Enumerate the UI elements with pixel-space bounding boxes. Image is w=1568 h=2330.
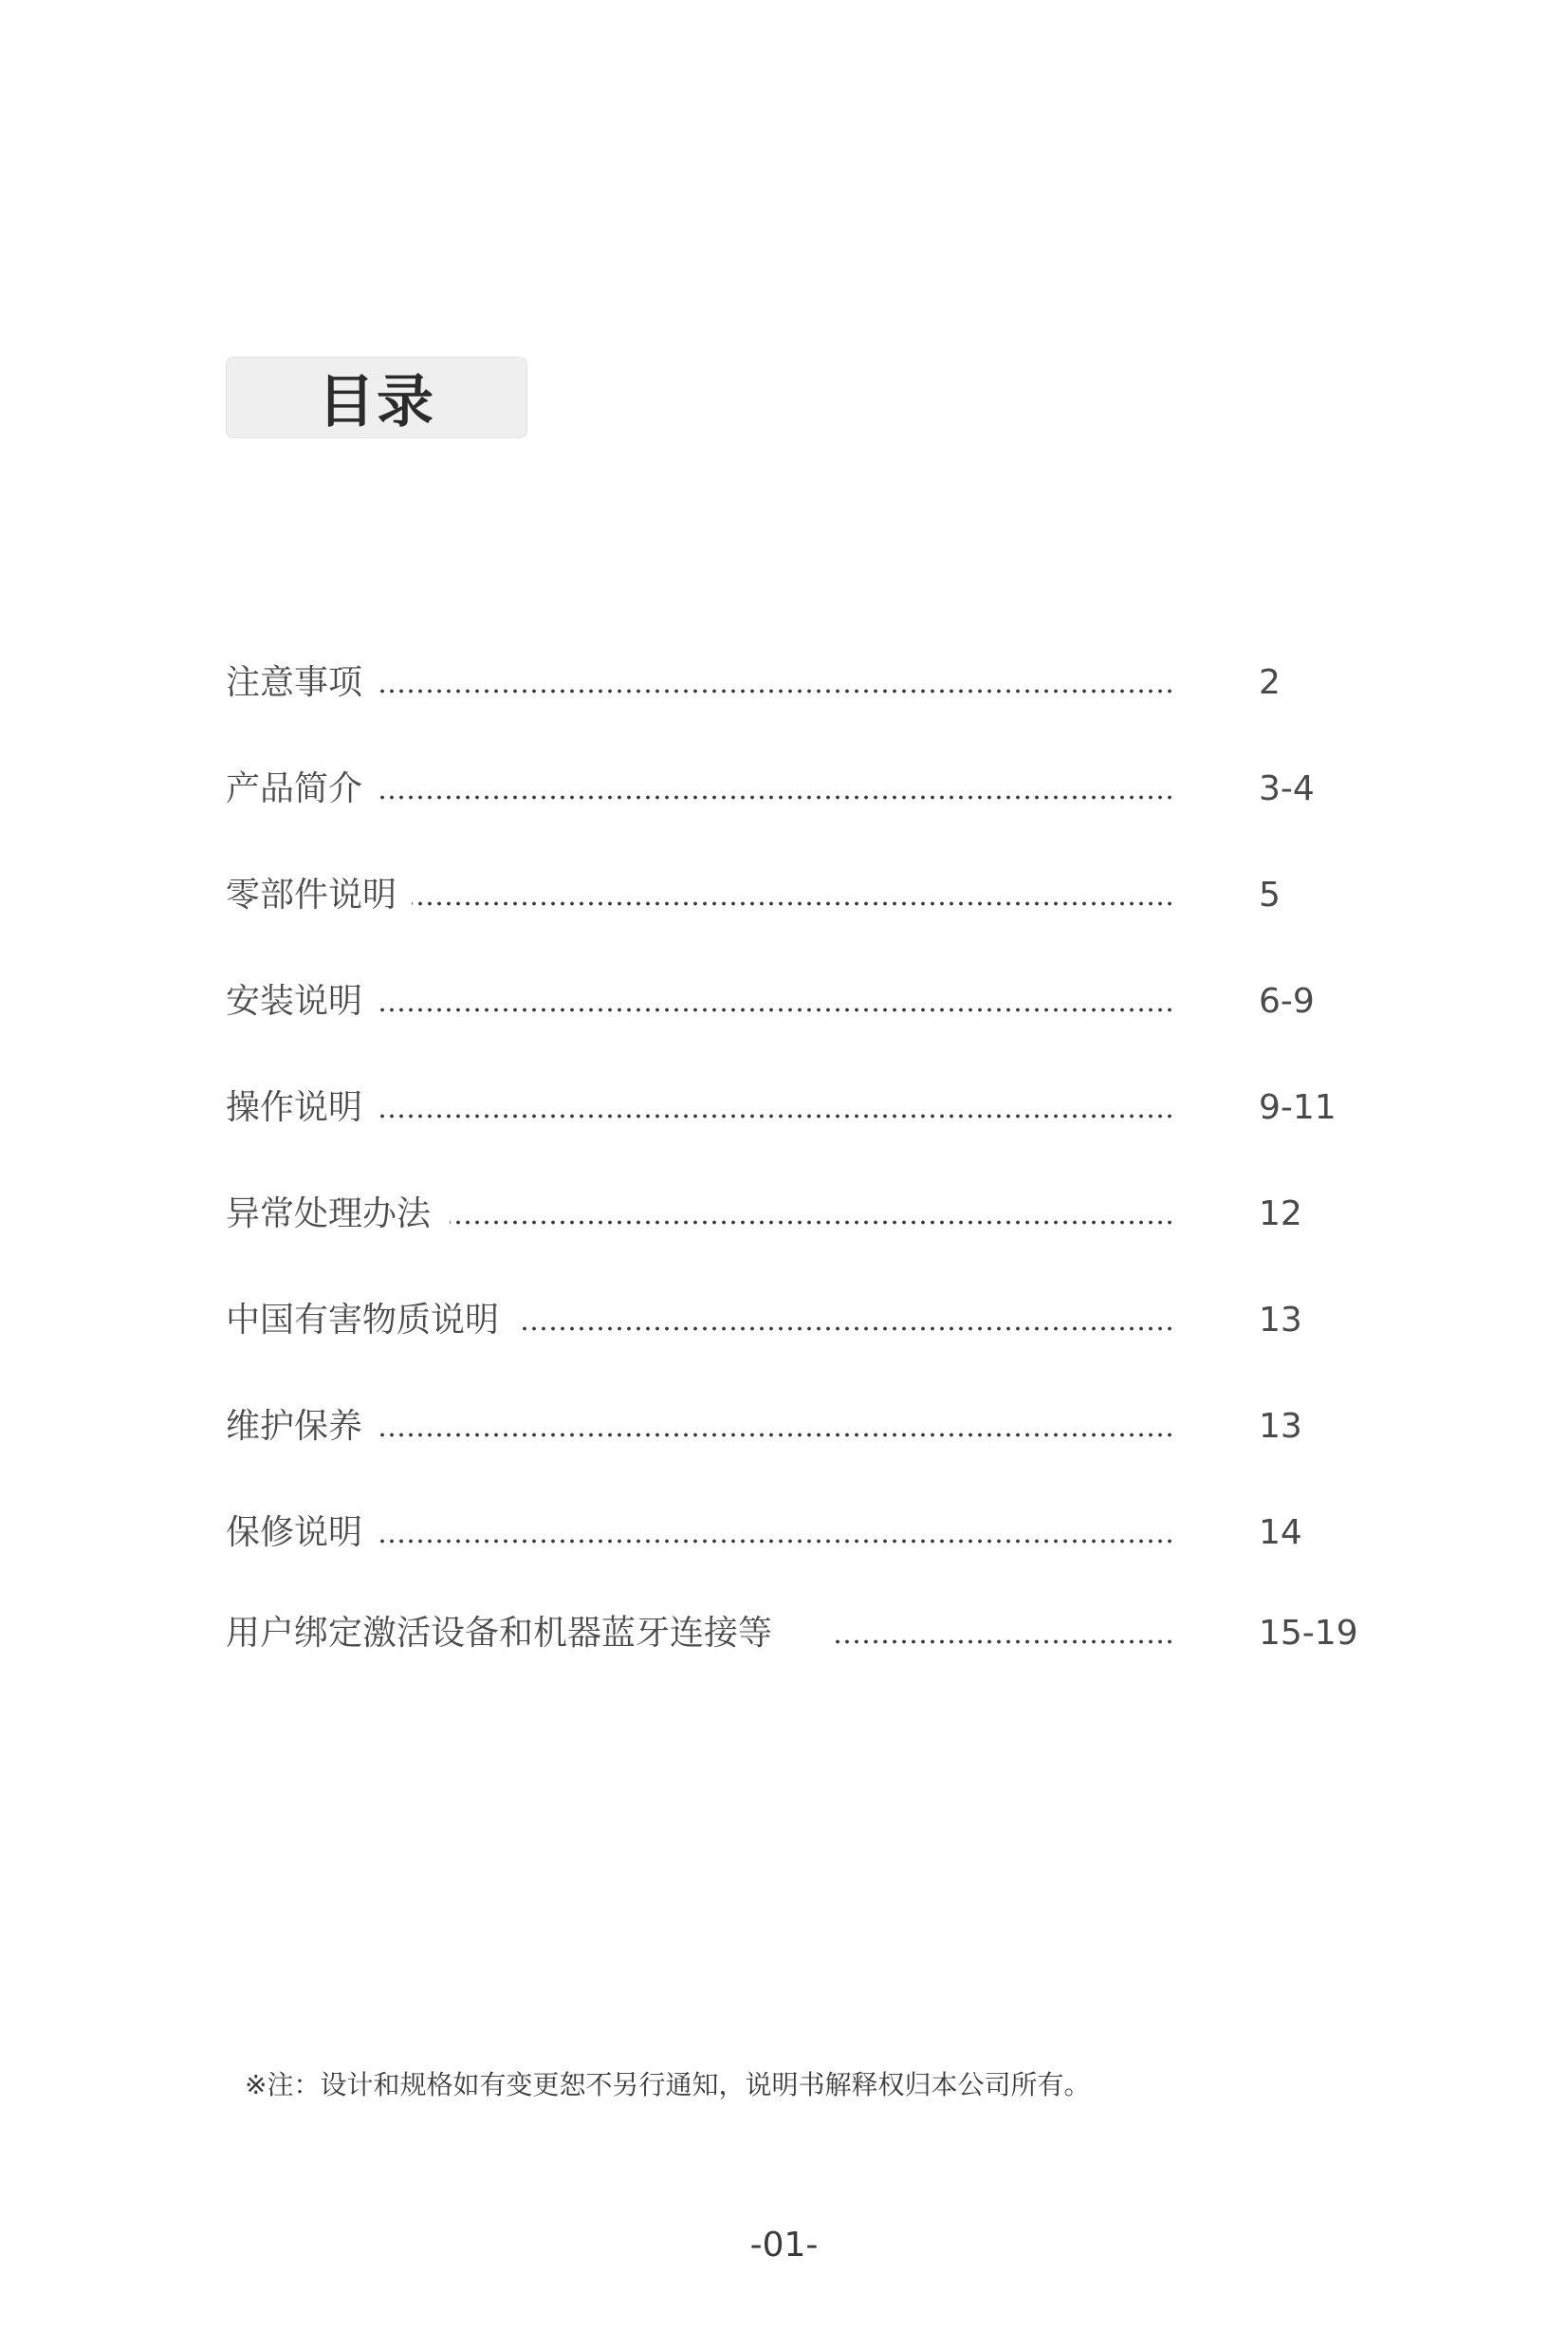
dot-leader bbox=[378, 1008, 1174, 1012]
toc-entry[interactable] bbox=[226, 1605, 1364, 1662]
toc-entry[interactable] bbox=[226, 1505, 1364, 1562]
toc-entry[interactable] bbox=[226, 1186, 1364, 1243]
toc-entry-label: 异常处理办法 bbox=[226, 1186, 444, 1243]
toc-entry[interactable] bbox=[226, 1292, 1364, 1349]
toc-entry-label: 安装说明 bbox=[226, 973, 376, 1030]
dot-leader bbox=[378, 1539, 1174, 1544]
toc-entry-label: 操作说明 bbox=[226, 1080, 376, 1137]
toc-entry[interactable] bbox=[226, 1398, 1364, 1455]
dot-leader bbox=[450, 1220, 1174, 1225]
toc-title-box bbox=[226, 357, 527, 438]
toc-entry-label: 零部件说明 bbox=[226, 867, 410, 924]
dot-leader bbox=[412, 901, 1174, 906]
toc-entry[interactable] bbox=[226, 655, 1364, 712]
dot-leader bbox=[378, 1114, 1174, 1119]
toc-entry-label: 保修说明 bbox=[226, 1505, 376, 1562]
dot-leader bbox=[378, 795, 1174, 800]
dot-leader bbox=[378, 689, 1174, 693]
dot-leader bbox=[378, 1433, 1174, 1437]
toc-entry-page: 2 bbox=[1259, 663, 1281, 702]
toc-entry-page: 12 bbox=[1259, 1194, 1302, 1233]
toc-entry-label: 维护保养 bbox=[226, 1398, 376, 1455]
toc-entry[interactable] bbox=[226, 973, 1364, 1030]
toc-entry-page: 5 bbox=[1259, 876, 1281, 915]
toc-entry[interactable] bbox=[226, 761, 1364, 818]
toc-entry-page: 14 bbox=[1259, 1513, 1302, 1552]
toc-entry-label: 用户绑定激活设备和机器蓝牙连接等 bbox=[226, 1605, 785, 1662]
toc-entry-page: 13 bbox=[1259, 1407, 1302, 1446]
toc-entry-page: 9-11 bbox=[1259, 1088, 1337, 1127]
dot-leader bbox=[833, 1639, 1174, 1644]
toc-entry-page: 3-4 bbox=[1259, 769, 1315, 808]
toc-entry-label: 产品简介 bbox=[226, 761, 376, 818]
toc-entry-label: 注意事项 bbox=[226, 655, 376, 712]
dot-leader bbox=[522, 1326, 1174, 1331]
toc-entry-label: 中国有害物质说明 bbox=[226, 1292, 512, 1349]
toc-entry-page: 13 bbox=[1259, 1301, 1302, 1340]
disclaimer-note: ※注：设计和规格如有变更恕不另行通知，说明书解释权归本公司所有。 bbox=[245, 2069, 1091, 2100]
toc-entry-page: 15-19 bbox=[1259, 1614, 1358, 1653]
toc-entry-page: 6-9 bbox=[1259, 982, 1315, 1021]
toc-entry[interactable] bbox=[226, 1080, 1364, 1137]
page-number: -01- bbox=[749, 2226, 819, 2265]
toc-entry[interactable] bbox=[226, 867, 1364, 924]
page-title: 目录 bbox=[318, 369, 435, 435]
